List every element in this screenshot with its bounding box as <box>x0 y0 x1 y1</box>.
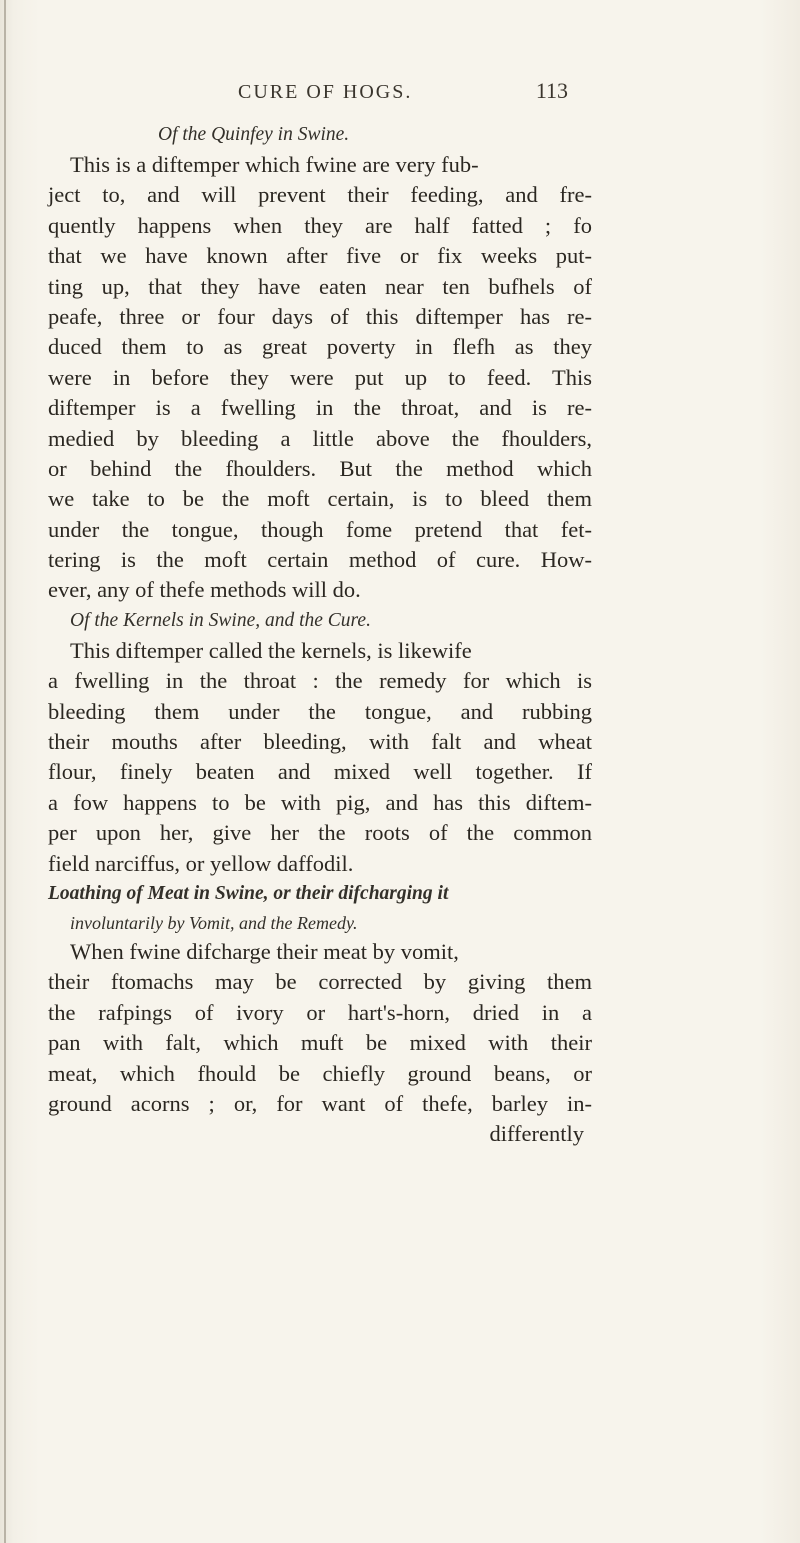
text-line: field narciffus, or yellow daffodil. <box>48 850 354 876</box>
text-line: pan with falt, which muft be mixed with their <box>48 1030 592 1056</box>
text-line: medied by bleeding a little above the fhoulders, <box>48 425 592 451</box>
text-line: peafe, three or four days of this diftemper has re- <box>48 303 592 329</box>
section-heading: Of the Kernels in Swine, and the Cure. <box>70 609 371 631</box>
text-line: When fwine difcharge their meat by vomit, <box>70 938 459 964</box>
text-line: that we have known after five or fix weeks put- <box>48 243 592 269</box>
text-line: ting up, that they have eaten near ten bufhels of <box>48 273 592 299</box>
running-head <box>238 78 568 108</box>
text-line: meat, which fhould be chiefly ground beans, or <box>48 1060 592 1086</box>
text-line: their mouths after bleeding, with falt and wheat <box>48 729 592 755</box>
text-line: tering is the moft certain method of cure. How- <box>48 547 592 573</box>
section-heading: Of the Quinfey in Swine. <box>158 124 350 145</box>
text-line: or behind the fhoulders. But the method which <box>48 455 592 481</box>
text-line: their ftomachs may be corrected by giving them <box>48 969 592 995</box>
text-line: quently happens when they are half fatted ; fo <box>48 212 592 238</box>
text-line: a fwelling in the throat : the remedy for which is <box>48 668 592 694</box>
text-line: the rafpings of ivory or hart's-horn, dried in a <box>48 999 592 1025</box>
text-line: duced them to as great poverty in flefh as they <box>48 334 592 360</box>
text-block <box>48 120 592 1150</box>
text-line: we take to be the moft certain, is to bleed them <box>48 486 592 512</box>
text-line: bleeding them under the tongue, and rubbing <box>48 698 592 724</box>
section-heading: Loathing of Meat in Swine, or their difcharging it <box>48 882 449 904</box>
text-line: ground acorns ; or, for want of thefe, barley in- <box>48 1090 592 1116</box>
page-number: 113 <box>535 78 568 103</box>
text-line: under the tongue, though fome pretend that fet- <box>48 516 592 542</box>
text-line: This is a diftemper which fwine are very fub- <box>70 152 479 177</box>
text-line: ever, any of thefe methods will do. <box>48 577 361 603</box>
text-line: diftemper is a fwelling in the throat, and is re- <box>48 395 592 421</box>
section-heading-continued: involuntarily by Vomit, and the Remedy. <box>70 912 358 933</box>
text-line: were in before they were put up to feed. This <box>48 364 592 390</box>
text-line: ject to, and will prevent their feeding, and fre- <box>48 182 592 208</box>
catchword: differently <box>489 1121 584 1147</box>
text-line: flour, finely beaten and mixed well together. If <box>48 759 592 785</box>
running-title: CURE OF HOGS. <box>238 81 413 103</box>
text-line: This diftemper called the kernels, is likewife <box>70 637 472 663</box>
text-line: per upon her, give her the roots of the common <box>48 820 592 846</box>
page-gutter <box>4 0 6 1543</box>
text-line: a fow happens to be with pig, and has this diftem- <box>48 789 592 815</box>
